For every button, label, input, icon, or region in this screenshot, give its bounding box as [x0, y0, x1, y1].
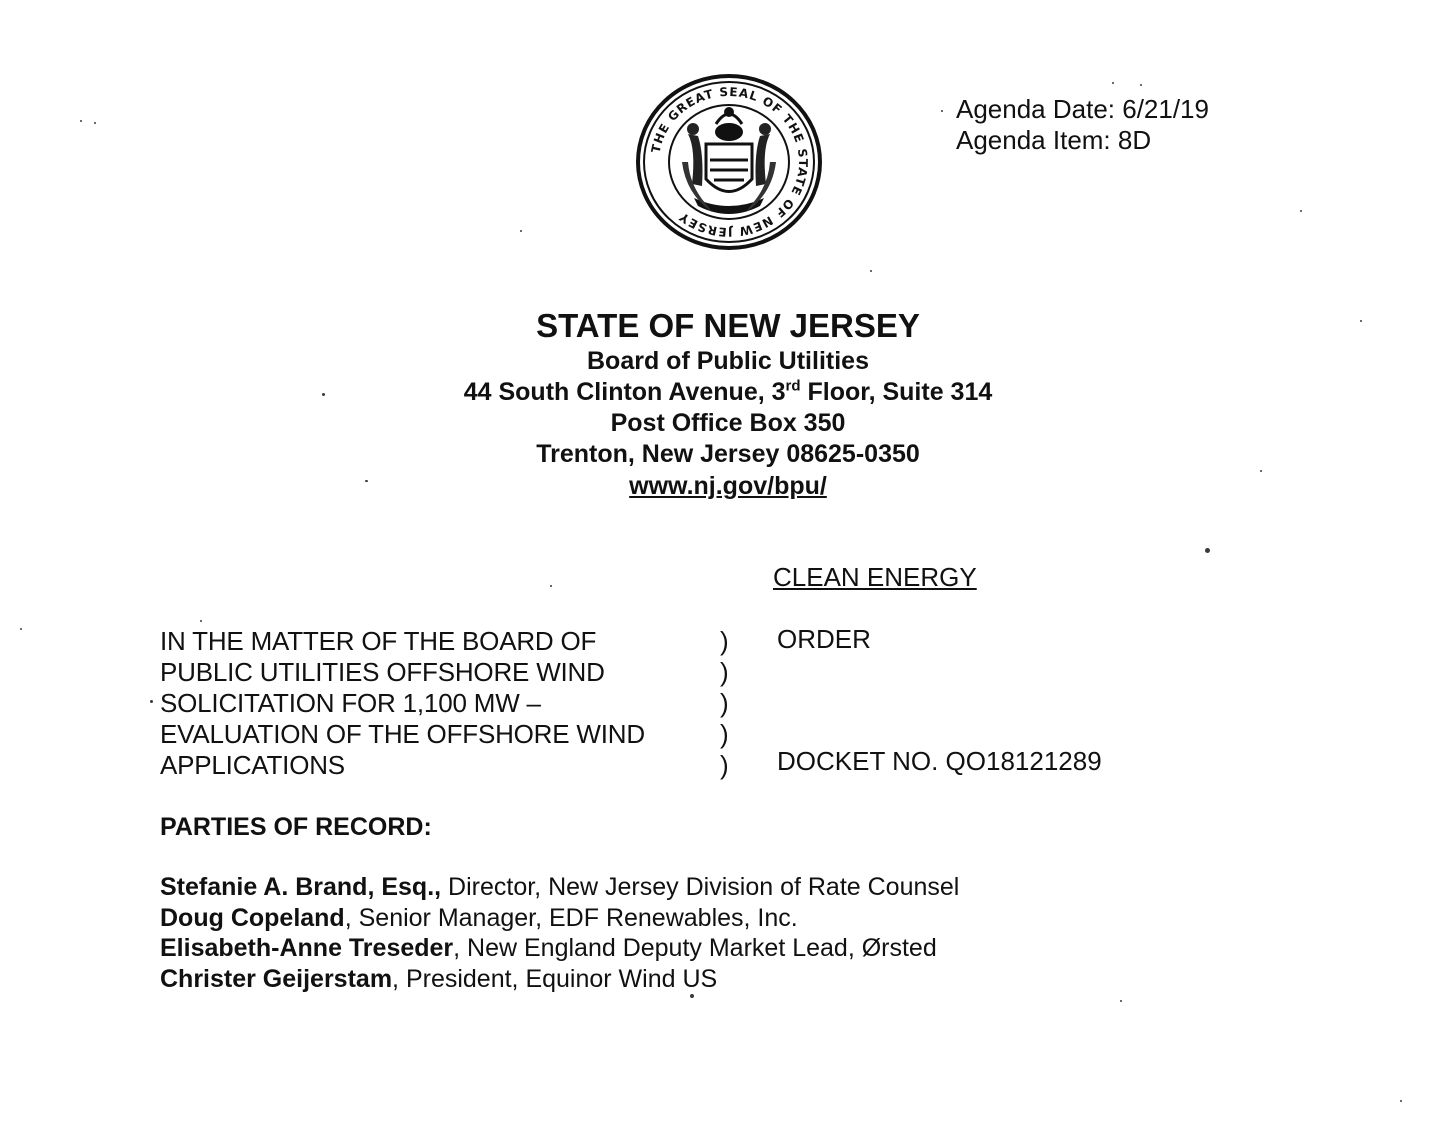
agenda-date: Agenda Date: 6/21/19	[956, 94, 1209, 124]
party-role: , New England Deputy Market Lead, Ørsted	[453, 934, 937, 962]
speck	[941, 110, 943, 112]
address-post: Floor, Suite 314	[800, 378, 993, 406]
state-seal	[636, 74, 822, 250]
speck	[1400, 1100, 1402, 1102]
category-label: CLEAN ENERGY	[773, 562, 977, 592]
matter-line: PUBLIC UTILITIES OFFSHORE WIND	[160, 657, 605, 687]
party-name: Stefanie A. Brand, Esq.,	[160, 873, 442, 901]
speck	[1205, 548, 1210, 553]
docket-number: DOCKET NO. QO18121289	[777, 746, 1102, 776]
speck	[1120, 1000, 1122, 1002]
party-item	[160, 933, 937, 964]
speck	[150, 700, 153, 703]
party-role: Director, New Jersey Division of Rate Counsel	[441, 873, 960, 901]
speck	[520, 230, 522, 232]
speck	[94, 122, 96, 124]
seal-ring-text: THE GREAT SEAL OF THE STATE OF NEW JERSEY	[648, 84, 811, 240]
matter-line: APPLICATIONS	[160, 750, 345, 780]
party-item	[160, 903, 798, 934]
party-role: , Senior Manager, EDF Renewables, Inc.	[344, 904, 798, 932]
po-box: Post Office Box 350	[610, 409, 846, 437]
party-item	[160, 964, 717, 995]
matter-line: SOLICITATION FOR 1,100 MW –	[160, 688, 541, 718]
party-name: Doug Copeland	[160, 904, 345, 932]
matter-line: EVALUATION OF THE OFFSHORE WIND	[160, 719, 645, 749]
paren: )	[720, 750, 729, 780]
matter-line: IN THE MATTER OF THE BOARD OF	[160, 626, 597, 656]
party-name: Elisabeth-Anne Treseder	[160, 934, 454, 962]
speck	[80, 120, 82, 122]
parties-title: PARTIES OF RECORD:	[160, 813, 432, 841]
paren: )	[720, 657, 729, 687]
address-line	[0, 377, 1438, 408]
board-name: Board of Public Utilities	[587, 347, 869, 375]
speck	[870, 270, 872, 272]
speck	[550, 585, 552, 587]
speck	[1140, 84, 1142, 86]
order-label: ORDER	[777, 624, 871, 654]
paren: )	[720, 719, 729, 749]
great-seal-of-new-jersey-icon	[636, 74, 822, 250]
party-item	[160, 872, 959, 903]
speck	[322, 393, 325, 396]
speck	[1360, 320, 1362, 322]
paren: )	[720, 626, 729, 656]
party-name: Christer Geijerstam	[160, 965, 393, 993]
city-line: Trenton, New Jersey 08625-0350	[536, 440, 920, 468]
agenda-item: Agenda Item: 8D	[956, 125, 1152, 155]
party-role: , President, Equinor Wind US	[392, 965, 718, 993]
speck	[365, 480, 368, 482]
speck	[20, 628, 22, 630]
address-ordinal: rd	[785, 377, 801, 395]
website-link[interactable]: www.nj.gov/bpu/	[629, 472, 827, 500]
address-pre: 44 South Clinton Avenue, 3	[463, 378, 786, 406]
speck	[200, 620, 202, 622]
speck	[1260, 470, 1262, 472]
speck	[1300, 210, 1302, 212]
speck	[690, 994, 694, 998]
paren: )	[720, 688, 729, 718]
state-title: STATE OF NEW JERSEY	[536, 307, 920, 344]
speck	[1112, 82, 1114, 84]
